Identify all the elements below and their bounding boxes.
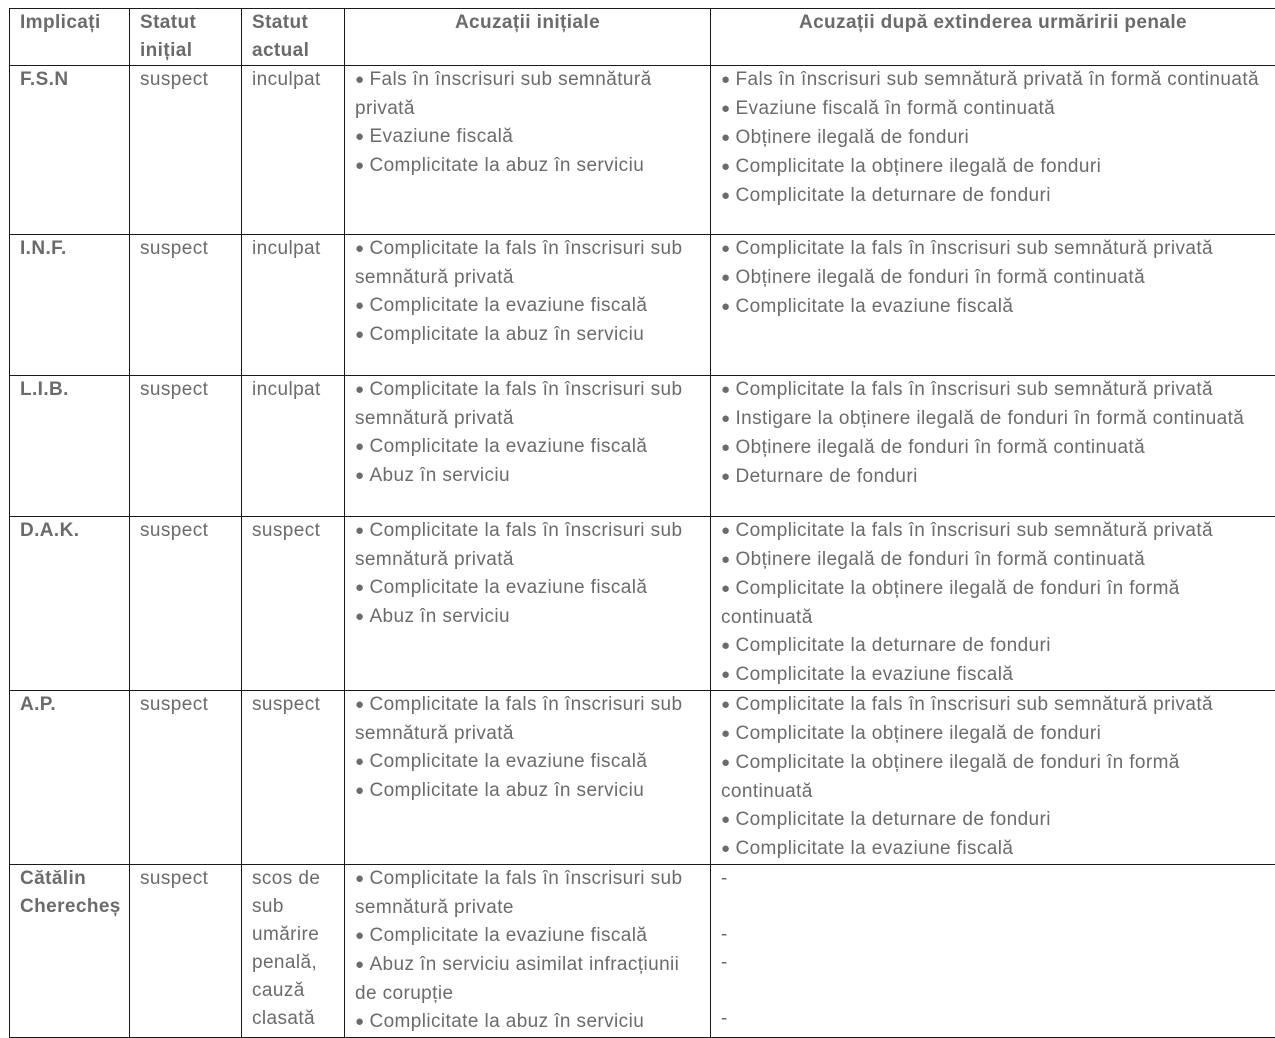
charge-item: ● Complicitate la obținere ilegală de fonduri în formă continuată [721,575,1265,632]
statut-actual: inculpat [242,235,345,376]
dash-entry: - [721,868,728,889]
charge-item: ● Abuz în serviciu asimilat infracțiunii de corupție [355,951,700,1008]
charge-item: ● Obținere ilegală de fonduri [721,124,1265,153]
acuzatii-dupa-cell [711,517,1275,691]
table-row [10,691,1275,865]
person-name: L.I.B. [10,376,130,517]
charge-item: ● Complicitate la fals în înscrisuri sub semnătură privată [721,235,1265,264]
charge-item: ● Complicitate la fals în înscrisuri sub semnătură privată [721,376,1265,405]
charge-item: ● Complicitate la fals în înscrisuri sub semnătură private [355,865,700,922]
charge-item: ● Complicitate la deturnare de fonduri [721,182,1265,211]
charge-item: ● Complicitate la abuz în serviciu [355,777,700,806]
person-name: A.P. [10,691,130,865]
statut-actual: suspect [242,517,345,691]
table-row [10,517,1275,691]
charge-item: ● Evaziune fiscală [355,123,700,152]
charge-item: ● Complicitate la fals în înscrisuri sub semnătură privată [355,517,700,574]
statut-actual: suspect [242,691,345,865]
statut-actual: inculpat [242,66,345,235]
dash-entry: - [721,1008,728,1029]
charge-item: ● Instigare la obținere ilegală de fonduri în formă continuată [721,405,1265,434]
charge-item: ● Obținere ilegală de fonduri în formă continuată [721,264,1265,293]
header-acuzatii-dupa: Acuzații după extinderea urmăririi penale [711,9,1275,66]
charge-item: ● Complicitate la obținere ilegală de fonduri în formă continuată [721,749,1265,806]
charge-item: ● Complicitate la fals în înscrisuri sub semnătură privată [355,235,700,292]
charge-item: ● Complicitate la fals în înscrisuri sub semnătură privată [721,517,1265,546]
statut-initial: suspect [130,376,242,517]
acuzatii-initiale-cell [345,517,711,691]
statut-initial: suspect [130,517,242,691]
acuzatii-initiale-cell [345,691,711,865]
dash-entry: - [721,924,728,945]
charge-item: ● Complicitate la evaziune fiscală [721,293,1265,322]
acuzatii-dupa-cell [711,376,1275,517]
charge-item: ● Complicitate la evaziune fiscală [721,835,1265,864]
charge-item: ● Complicitate la obținere ilegală de fonduri [721,720,1265,749]
table-row [10,865,1275,1038]
person-name: D.A.K. [10,517,130,691]
charge-item: ● Complicitate la fals în înscrisuri sub semnătură privată [355,691,700,748]
charge-item: ● Complicitate la abuz în serviciu [355,321,700,350]
table-row [10,235,1275,376]
charge-item: ● Complicitate la fals în înscrisuri sub semnătură privată [721,691,1265,720]
charge-item: ● Complicitate la obținere ilegală de fonduri [721,153,1265,182]
dash-entry: - [721,952,728,973]
statut-initial: suspect [130,66,242,235]
statut-actual: scos de sub umărire penală, cauză clasată [242,865,345,1038]
acuzatii-dupa-cell [711,865,1275,1038]
header-implicati: Implicați [10,9,130,66]
statut-initial: suspect [130,691,242,865]
charges-table [9,8,1275,1038]
charge-item: ● Complicitate la evaziune fiscală [355,574,700,603]
charge-item: ● Complicitate la abuz în serviciu [355,1008,700,1037]
table-row [10,376,1275,517]
acuzatii-dupa-cell [711,691,1275,865]
charge-item: ● Complicitate la evaziune fiscală [355,922,700,951]
person-name: F.S.N [10,66,130,235]
statut-initial: suspect [130,865,242,1038]
charge-item: ● Complicitate la evaziune fiscală [355,433,700,462]
dash-spacer [721,893,1265,921]
header-statut-actual: Statut actual [242,9,345,66]
charge-item: ● Complicitate la evaziune fiscală [355,292,700,321]
statut-initial: suspect [130,235,242,376]
charge-item: ● Abuz în serviciu [355,462,700,491]
charge-item: ● Complicitate la deturnare de fonduri [721,632,1265,661]
person-name: I.N.F. [10,235,130,376]
charge-item: ● Complicitate la evaziune fiscală [355,748,700,777]
charge-item: ● Abuz în serviciu [355,603,700,632]
table-header-row [10,9,1275,66]
person-name: Cătălin Cherecheș [10,865,130,1038]
acuzatii-initiale-cell [345,66,711,235]
acuzatii-dupa-cell [711,235,1275,376]
table-row [10,66,1275,235]
statut-actual: inculpat [242,376,345,517]
charge-item: ● Complicitate la abuz în serviciu [355,152,700,181]
charge-item: ● Fals în înscrisuri sub semnătură privată în formă continuată [721,66,1265,95]
charge-item: ● Obținere ilegală de fonduri în formă continuată [721,546,1265,575]
charge-item: ● Obținere ilegală de fonduri în formă continuată [721,434,1265,463]
header-acuzatii-initiale: Acuzații inițiale [345,9,711,66]
charge-item: ● Complicitate la evaziune fiscală [721,661,1265,690]
acuzatii-initiale-cell [345,235,711,376]
dash-spacer [721,977,1265,1005]
charge-item: ● Fals în înscrisuri sub semnătură privată [355,66,700,123]
acuzatii-initiale-cell [345,376,711,517]
header-statut-initial: Statut inițial [130,9,242,66]
charge-item: ● Evaziune fiscală în formă continuată [721,95,1265,124]
charge-item: ● Complicitate la fals în înscrisuri sub semnătură privată [355,376,700,433]
charge-item: ● Deturnare de fonduri [721,463,1265,492]
acuzatii-dupa-cell [711,66,1275,235]
acuzatii-initiale-cell [345,865,711,1038]
charge-item: ● Complicitate la deturnare de fonduri [721,806,1265,835]
